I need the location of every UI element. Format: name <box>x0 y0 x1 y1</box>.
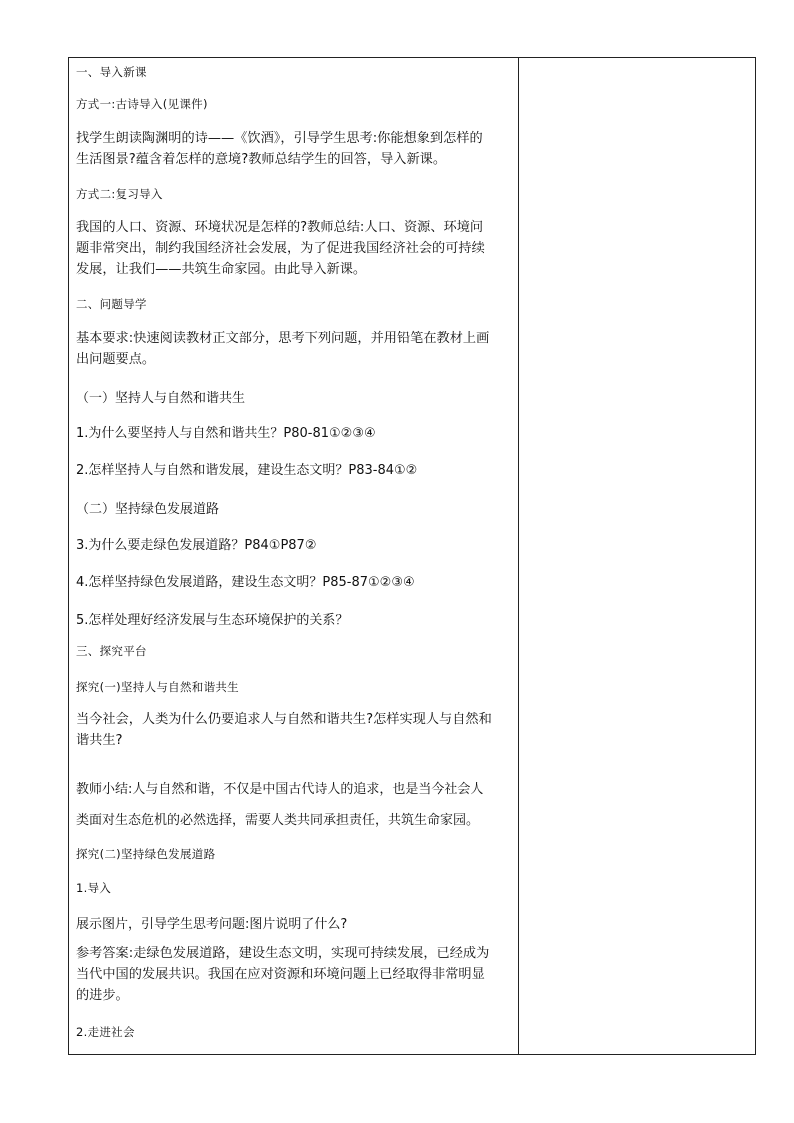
step-heading: 2.走进社会 <box>76 1025 135 1039</box>
text-line: 题非常突出，制约我国经济社会发展，为了促进我国经济社会的可持续 <box>76 241 485 256</box>
section-heading: 三、探究平台 <box>76 644 147 658</box>
text-line: 的进步。 <box>76 988 129 1003</box>
method-heading: 方式二:复习导入 <box>76 187 163 201</box>
text-line: 基本要求:快速阅读教材正文部分，思考下列问题，并用铅笔在教材上画 <box>76 331 490 346</box>
paragraph <box>76 128 514 170</box>
section-heading: 一、导入新课 <box>76 65 147 79</box>
content-cell <box>69 58 519 1054</box>
section-heading: 二、问题导学 <box>76 297 147 311</box>
question-item: 2.怎样坚持人与自然和谐发展，建设生态文明？P83-84①② <box>76 463 418 478</box>
question-item: 3.为什么要走绿色发展道路？P84①P87② <box>76 538 317 553</box>
text-line: 当今社会，人类为什么仍要追求人与自然和谐共生?怎样实现人与自然和 <box>76 712 492 727</box>
text-line: 教师小结:人与自然和谐，不仅是中国古代诗人的追求，也是当今社会人 <box>76 782 484 797</box>
text-line: 发展，让我们——共筑生命家园。由此导入新课。 <box>76 262 367 277</box>
text-line: 当代中国的发展共识。我国在应对资源和环境问题上已经取得非常明显 <box>76 967 485 982</box>
subsection-heading: （一）坚持人与自然和谐共生 <box>76 391 246 406</box>
lesson-table <box>68 57 756 1055</box>
question-item: 1.为什么要坚持人与自然和谐共生？P80-81①②③④ <box>76 426 376 441</box>
inquiry-heading: 探究(二)坚持绿色发展道路 <box>76 847 216 861</box>
text-line: 展示图片，引导学生思考问题:图片说明了什么? <box>76 917 348 932</box>
step-heading: 1.导入 <box>76 881 112 895</box>
inquiry-heading: 探究(一)坚持人与自然和谐共生 <box>76 680 239 694</box>
text-line: 出问题要点。 <box>76 352 156 367</box>
notes-cell <box>519 58 755 1054</box>
question-item: 5.怎样处理好经济发展与生态环境保护的关系？ <box>76 613 349 628</box>
text-line: 参考答案:走绿色发展道路，建设生态文明，实现可持续发展，已经成为 <box>76 946 490 961</box>
text-line: 我国的人口、资源、环境状况是怎样的?教师总结:人口、资源、环境问 <box>76 220 484 235</box>
paragraph <box>76 217 514 280</box>
method-heading: 方式一:古诗导入(见课件) <box>76 97 208 111</box>
text-line: 找学生朗读陶渊明的诗——《饮酒》，引导学生思考:你能想象到怎样的 <box>76 131 483 146</box>
paragraph <box>76 709 514 751</box>
question-item: 4.怎样坚持绿色发展道路，建设生态文明？P85-87①②③④ <box>76 575 415 590</box>
text-line: 类面对生态危机的必然选择，需要人类共同承担责任，共筑生命家园。 <box>76 813 480 828</box>
text-line: 生活图景?蕴含着怎样的意境?教师总结学生的回答，导入新课。 <box>76 152 447 167</box>
text-line: 谐共生? <box>76 733 123 748</box>
paragraph <box>76 943 514 1006</box>
subsection-heading: （二）坚持绿色发展道路 <box>76 502 220 517</box>
paragraph <box>76 328 514 370</box>
